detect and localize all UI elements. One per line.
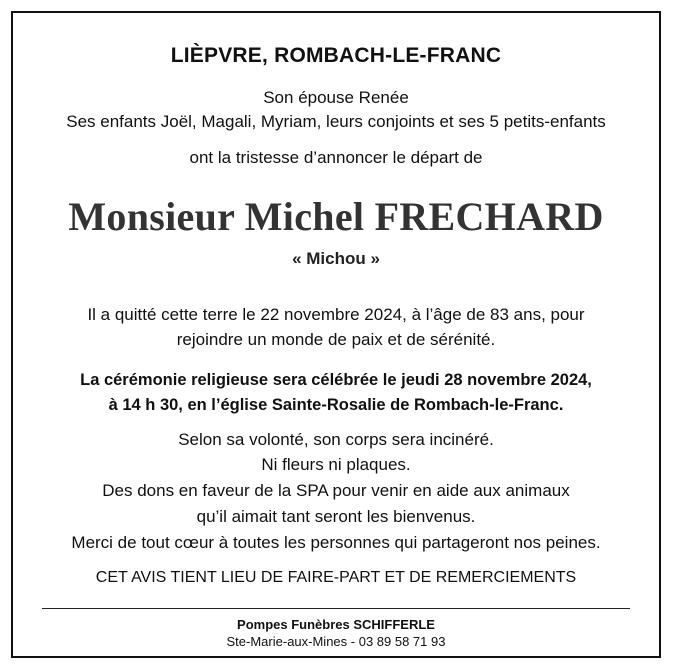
funeral-home-name: Pompes Funèbres SCHIFFERLE <box>237 617 435 632</box>
ceremony-details-line-2: à 14 h 30, en l’église Sainte-Rosalie de Rombach-le-Franc. <box>108 396 564 414</box>
family-line-children: Ses enfants Joël, Magali, Myriam, leurs conjoints et ses 5 petits-enfants <box>66 112 606 131</box>
wish-line-thanks: Merci de tout cœur à toutes les personnes qui partageront nos peines. <box>71 533 601 552</box>
ceremony-details-line-1: La cérémonie religieuse sera célébrée le jeudi 28 novembre 2024, <box>80 371 592 389</box>
wish-line-cremation: Selon sa volonté, son corps sera incinéré. <box>178 430 494 449</box>
obituary-notice <box>11 11 661 658</box>
wish-line-donations: Des dons en faveur de la SPA pour venir en aide aux animaux <box>102 481 570 500</box>
funeral-home-contact: Ste-Marie-aux-Mines - 03 89 58 71 93 <box>226 634 446 649</box>
wish-line-donations-cont: qu’il aimait tant seront les bienvenus. <box>196 507 476 526</box>
announcement-text: ont la tristesse d’annoncer le départ de <box>189 148 483 167</box>
closing-statement: CET AVIS TIENT LIEU DE FAIRE-PART ET DE REMERCIEMENTS <box>95 569 577 586</box>
deceased-nickname: « Michou » <box>292 249 380 268</box>
family-line-spouse: Son épouse Renée <box>263 88 409 107</box>
wish-line-no-flowers: Ni fleurs ni plaques. <box>261 455 411 474</box>
passing-text-line-1: Il a quitté cette terre le 22 novembre 2024, à l’âge de 83 ans, pour <box>87 305 585 324</box>
deceased-name: Monsieur Michel FRECHARD <box>68 194 604 239</box>
footer-divider <box>42 608 630 609</box>
passing-text-line-2: rejoindre un monde de paix et de sérénité. <box>176 330 496 349</box>
location-heading: LIÈPVRE, ROMBACH-LE-FRANC <box>170 44 502 67</box>
